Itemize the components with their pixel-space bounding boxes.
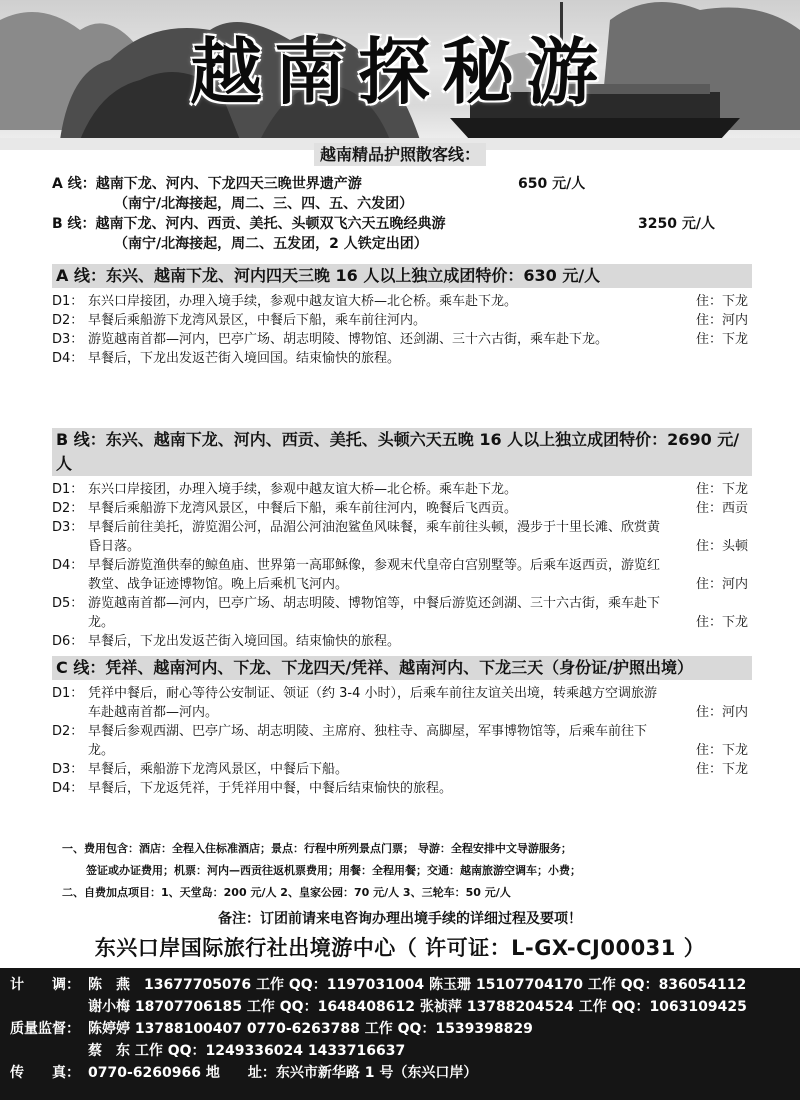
day-label: D6： [52,634,84,649]
day-label: D2： [52,313,84,328]
intro-a-name: A 线：越南下龙、河内、下龙四天三晚世界遗产游 [52,176,362,192]
day-text: 早餐后游览渔供奉的鲸鱼庙、世界第一高耶稣像，参观末代皇帝白宫别墅等。后乘车返西贡，游览红教堂、战争证迹博物馆。晚上后乘机飞河内。 [88,558,661,592]
route-b-day [52,556,752,594]
day-stay [662,632,752,651]
contact-text: 蔡 东 工作 QQ：1249336024 1433716637 [88,1043,406,1059]
day-text: 早餐后，下龙返凭祥，于凭祥用中餐，中餐后结束愉快的旅程。 [88,781,453,796]
page-title: 越南探秘游 [189,29,610,114]
intro-a-note: （南宁/北海接起，周二、三、四、五、六发团） [114,196,414,212]
contact-line [10,1062,790,1084]
contact-text: 0770-6260966 地 址：东兴市新华路 1 号（东兴口岸） [88,1065,478,1081]
day-label: D2： [52,501,84,516]
contact-line [10,1018,790,1040]
day-label: D1： [52,686,84,701]
day-label: D4： [52,351,84,366]
route-a [52,264,752,368]
subtitle-text: 越南精品护照散客线： [314,143,486,166]
day-text: 早餐后，下龙出发返芒街入境回国。结束愉快的旅程。 [88,634,401,649]
route-b-day [52,594,752,632]
contact-line [10,1040,790,1062]
route-b-day [52,518,752,556]
day-label: D3： [52,762,84,777]
day-text: 早餐后参观西湖、巴亭广场、胡志明陵、主席府、独柱寺、高脚屋，军事博物馆等，后乘车前往下龙。 [88,724,648,758]
intro-b-name: B 线：越南下龙、河内、西贡、美托、头顿双飞六天五晚经典游 [52,216,446,232]
day-stay: 住：西贡 [695,501,748,516]
contact-text: 陈婷婷 13788100407 0770-6263788 工作 QQ：1539398829 [88,1021,533,1037]
day-label: D3： [52,520,84,535]
day-stay: 住：头顿 [695,539,748,554]
day-label: D1： [52,482,84,497]
day-text: 凭祥中餐后，耐心等待公安制证、领证（约 3-4 小时），后乘车前往友谊关出境，转乘越方空调旅游车赴越南首都—河内。 [88,686,657,720]
day-text: 游览越南首都—河内，巴亭广场、胡志明陵、博物馆、还剑湖、三十六古街，乘车赴下龙。 [88,332,609,347]
route-c-day [52,760,752,779]
contact-label: 质量监督： [10,1021,80,1037]
route-a-day [52,292,752,311]
day-stay: 住：下龙 [695,615,748,630]
route-c-day [52,722,752,760]
agency-name: 东兴口岸国际旅行社出境游中心（ 许可证：L-GX-CJ00031 ） [94,936,706,960]
intro-lines [52,174,772,254]
day-stay: 住：河内 [695,577,748,592]
header-banner [0,0,800,150]
day-text: 早餐后乘船游下龙湾风景区，中餐后下船，乘车前往河内。 [88,313,427,328]
route-c-day [52,684,752,722]
route-a-heading: A 线：东兴、越南下龙、河内四天三晚 16 人以上独立成团特价：630 元/人 [52,264,752,288]
contact-label [10,1040,88,1062]
route-b-day [52,632,752,651]
day-stay: 住：河内 [695,313,748,328]
route-a-day [52,349,752,368]
day-label: D2： [52,724,84,739]
day-text: 早餐后前往美托，游览湄公河，品湄公河油泡鲨鱼风味餐，乘车前往头顿，漫步于十里长滩、欣赏黄昏日落。 [88,520,661,554]
contact-label: 传 真： [10,1065,80,1081]
intro-line-a [52,174,772,194]
day-stay: 住：下龙 [695,294,748,309]
day-label: D4： [52,781,84,796]
day-stay: 住：下龙 [695,762,748,777]
day-stay: 住：河内 [695,705,748,720]
route-c [52,656,752,798]
day-text: 游览越南首都—河内，巴亭广场、胡志明陵、博物馆等，中餐后游览还剑湖、三十六古街，乘车赴下龙。 [88,596,661,630]
fees-included: 一、费用包含：酒店：全程入住标准酒店；景点：行程中所列景点门票； 导游：全程安排中文导游服务； [62,842,572,855]
intro-a-price: 650 元/人 [518,176,586,192]
day-stay [662,349,752,368]
route-b-day [52,480,752,499]
route-a-day [52,330,752,349]
day-text: 早餐后，下龙出发返芒街入境回国。结束愉快的旅程。 [88,351,401,366]
intro-line-b [52,214,772,234]
contact-line [10,996,790,1018]
route-b-heading: B 线：东兴、越南下龙、河内、西贡、美托、头顿六天五晚 16 人以上独立成团特价：2690 元/人 [52,428,752,476]
route-a-day [52,311,752,330]
route-c-heading: C 线：凭祥、越南河内、下龙、下龙四天/凭祥、越南河内、下龙三天（身份证/护照出境） [52,656,752,680]
day-stay: 住：下龙 [695,743,748,758]
route-b [52,428,752,651]
intro-b-note: （南宁/北海接起，周二、五发团，2 人铁定出团） [114,236,428,252]
day-stay: 住：下龙 [695,332,748,347]
contact-bar [0,968,800,1100]
day-label: D1： [52,294,84,309]
day-stay: 住：下龙 [695,482,748,497]
day-text: 东兴口岸接团，办理入境手续，参观中越友谊大桥—北仑桥。乘车赴下龙。 [88,482,518,497]
remark-note: 备注：订团前请来电咨询办理出境手续的详细过程及要项！ [218,911,582,927]
contact-label: 计 调： [10,977,80,993]
fees-optional: 二、自费加点项目：1、天堂岛：200 元/人 2、皇家公园：70 元/人 3、三轮车：50 元/人 [62,886,511,899]
intro-b-price: 3250 元/人 [638,216,715,232]
day-label: D5： [52,596,84,611]
contact-label [10,996,88,1018]
contact-line [10,974,790,996]
contact-text: 陈 燕 13677705076 工作 QQ：1197031004 陈玉珊 15107704170 工作 QQ：836054112 [88,977,747,993]
fees-included-cont: 签证或办证费用；机票：河内—西贡往返机票费用；用餐：全程用餐；交通：越南旅游空调车；小费； [86,864,581,877]
day-text: 早餐后乘船游下龙湾风景区，中餐后下船，乘车前往河内，晚餐后飞西贡。 [88,501,518,516]
route-c-day [52,779,752,798]
contact-text: 谢小梅 18707706185 工作 QQ：1648408612 张祯萍 13788204524 工作 QQ：1063109425 [88,999,747,1015]
day-text: 东兴口岸接团，办理入境手续，参观中越友谊大桥—北仑桥。乘车赴下龙。 [88,294,518,309]
day-stay [662,779,752,798]
fees-section [62,838,792,904]
subtitle [0,142,800,165]
day-label: D4： [52,558,84,573]
day-label: D3： [52,332,84,347]
day-text: 早餐后，乘船游下龙湾风景区，中餐后下船。 [88,762,349,777]
route-b-day [52,499,752,518]
